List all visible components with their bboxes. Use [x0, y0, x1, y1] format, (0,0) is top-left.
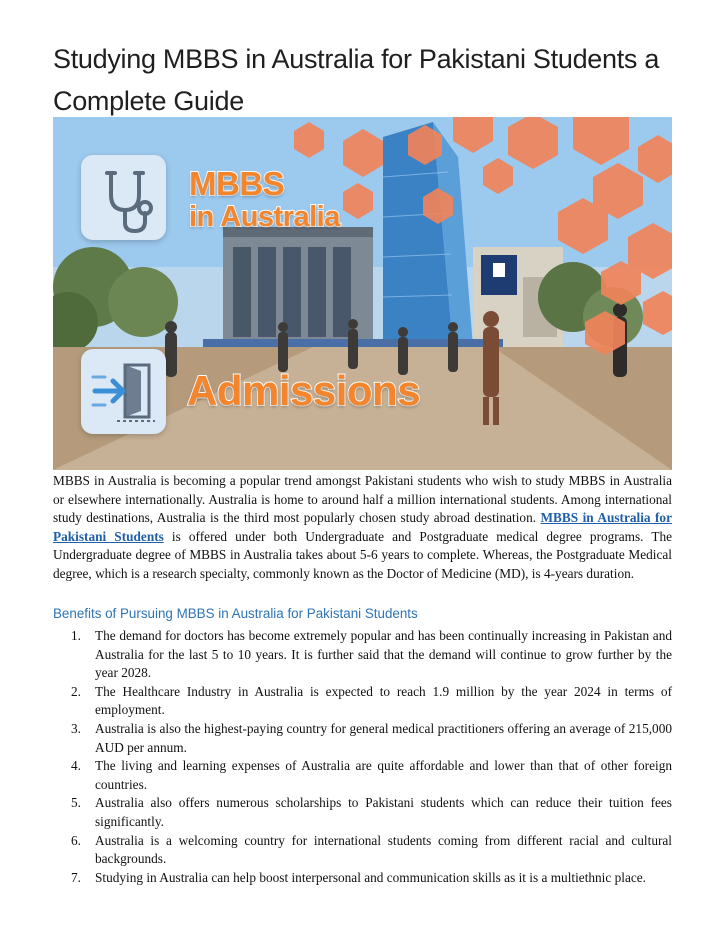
list-item — [53, 869, 672, 888]
list-number: 4. — [71, 758, 81, 774]
list-item — [53, 720, 672, 757]
list-item — [53, 683, 672, 720]
benefits-list — [53, 627, 672, 887]
admissions-door-card — [81, 349, 166, 434]
hero-banner-image — [53, 117, 672, 470]
list-item — [53, 757, 672, 794]
list-item — [53, 627, 672, 683]
list-item-text: The demand for doctors has become extremely popular and has been continually increasing in Pakistan and Australia for the last 5 to 10 years. It is further said that the demand will continue to grow further by the year 2028. — [95, 628, 672, 681]
list-number: 7. — [71, 869, 81, 885]
stethoscope-card — [81, 155, 166, 240]
hero-heading-mbbs: MBBS — [189, 165, 285, 202]
page-title: Studying MBBS in Australia for Pakistani Students a Complete Guide — [53, 44, 660, 116]
list-number: 1. — [71, 628, 81, 643]
list-item-text: The Healthcare Industry in Australia is expected to reach 1.9 million by the year 2024 in terms of employment. — [95, 683, 672, 718]
intro-text-part1: MBBS in Australia is becoming a popular trend amongst Pakistani students who wish to study MBBS in Australia or elsewhere internationally. Australia is home to around half a million international students. Among international study destinations, Australia is the third most popularly chosen study abroad destination. — [53, 473, 672, 526]
list-item-text: Australia also offers numerous scholarships to Pakistani students which can reduce their tuition fees significantly. — [95, 795, 672, 829]
mbbs-australia-link[interactable]: MBBS in Australia for Pakistani Students — [53, 510, 672, 544]
list-number: 3. — [71, 720, 81, 736]
enter-door-icon — [81, 349, 166, 434]
intro-paragraph — [53, 472, 672, 584]
list-item — [53, 794, 672, 831]
benefits-heading: Benefits of Pursuing MBBS in Australia for Pakistani Students — [53, 606, 418, 621]
list-item — [53, 832, 672, 869]
list-number: 2. — [71, 683, 81, 699]
list-item-text: The living and learning expenses of Australia are quite affordable and lower than that of other foreign countries. — [95, 758, 672, 792]
list-item-text: Studying in Australia can help boost interpersonal and communication skills as it is a multiethnic place. — [95, 869, 646, 885]
list-number: 5. — [71, 795, 81, 811]
list-number: 6. — [71, 832, 81, 848]
list-item-text: Australia is also the highest-paying country for general medical practitioners offering an average of 215,000 AUD per annum. — [95, 720, 672, 755]
list-item-text: Australia is a welcoming country for international students coming from different racial and cultural backgrounds. — [95, 832, 672, 867]
intro-text-part2: is offered under both Undergraduate and Postgraduate medical degree programs. The Undergraduate degree of MBBS in Australia takes about 5-6 years to complete. Whereas, the Postgraduate Medical degree, which is a research specialty, commonly known as the Doctor of Medicine (MD), is 4-years duration. — [53, 528, 672, 581]
hero-heading-admissions: Admissions — [187, 367, 421, 414]
hero-heading-in-australia: in Australia — [189, 201, 340, 233]
stethoscope-icon — [81, 155, 166, 240]
